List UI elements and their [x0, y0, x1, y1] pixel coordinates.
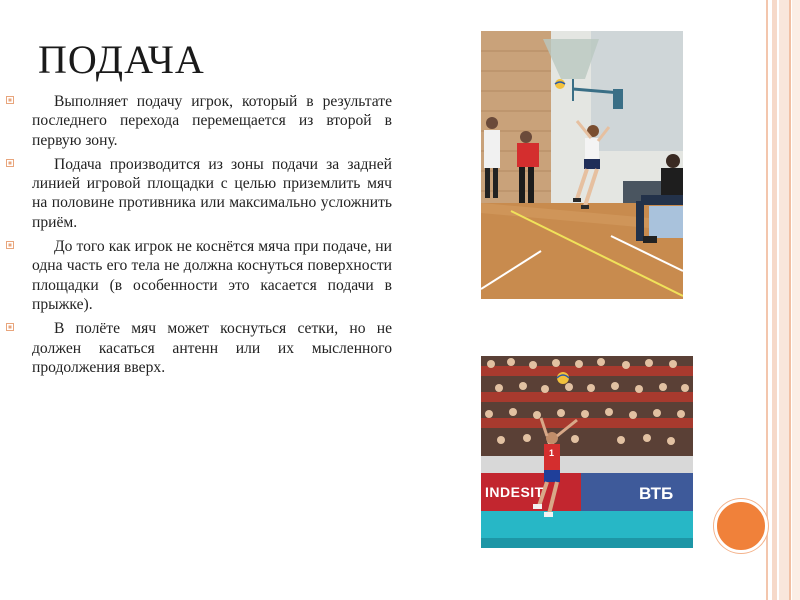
bullet-icon — [6, 241, 14, 249]
right-border-line — [789, 0, 791, 600]
jersey-number: 1 — [549, 448, 555, 458]
decorative-circle — [714, 499, 768, 553]
slide-title: ПОДАЧА — [38, 37, 205, 82]
paragraph-text: Выполняет подачу игрок, который в результате последнего перехода перемещается из второй в первую зону. — [32, 93, 392, 149]
paragraph — [6, 155, 392, 232]
photo-gym-serve — [481, 31, 683, 299]
paragraph-text: До того как игрок не коснётся мяча при подаче, ни одна часть его тела не должна коснуться поверхности площадки (в особенности это касается подачи в прыжке). — [32, 238, 392, 313]
right-border-band — [779, 0, 789, 600]
ad-banner-right: ВТБ — [639, 484, 674, 503]
photo-arena-serve — [481, 356, 693, 548]
right-border-band — [792, 0, 800, 600]
bullet-icon — [6, 96, 14, 104]
ad-banner-left: INDESIT — [485, 484, 544, 500]
right-border-line — [766, 0, 768, 600]
bullet-icon — [6, 159, 14, 167]
paragraph — [6, 92, 392, 150]
bullet-icon — [6, 323, 14, 331]
paragraph-text: В полёте мяч может коснуться сетки, но не должен касаться антенн или их мысленного продолжения вверх. — [32, 320, 392, 376]
paragraph — [6, 237, 392, 314]
paragraph-text: Подача производится из зоны подачи за задней линией игровой площадки с целью приземлить мяч на половине противника или максимально усложнить приём. — [32, 155, 392, 231]
paragraph — [6, 319, 392, 377]
slide-body — [6, 92, 392, 382]
right-border-band — [772, 0, 777, 600]
